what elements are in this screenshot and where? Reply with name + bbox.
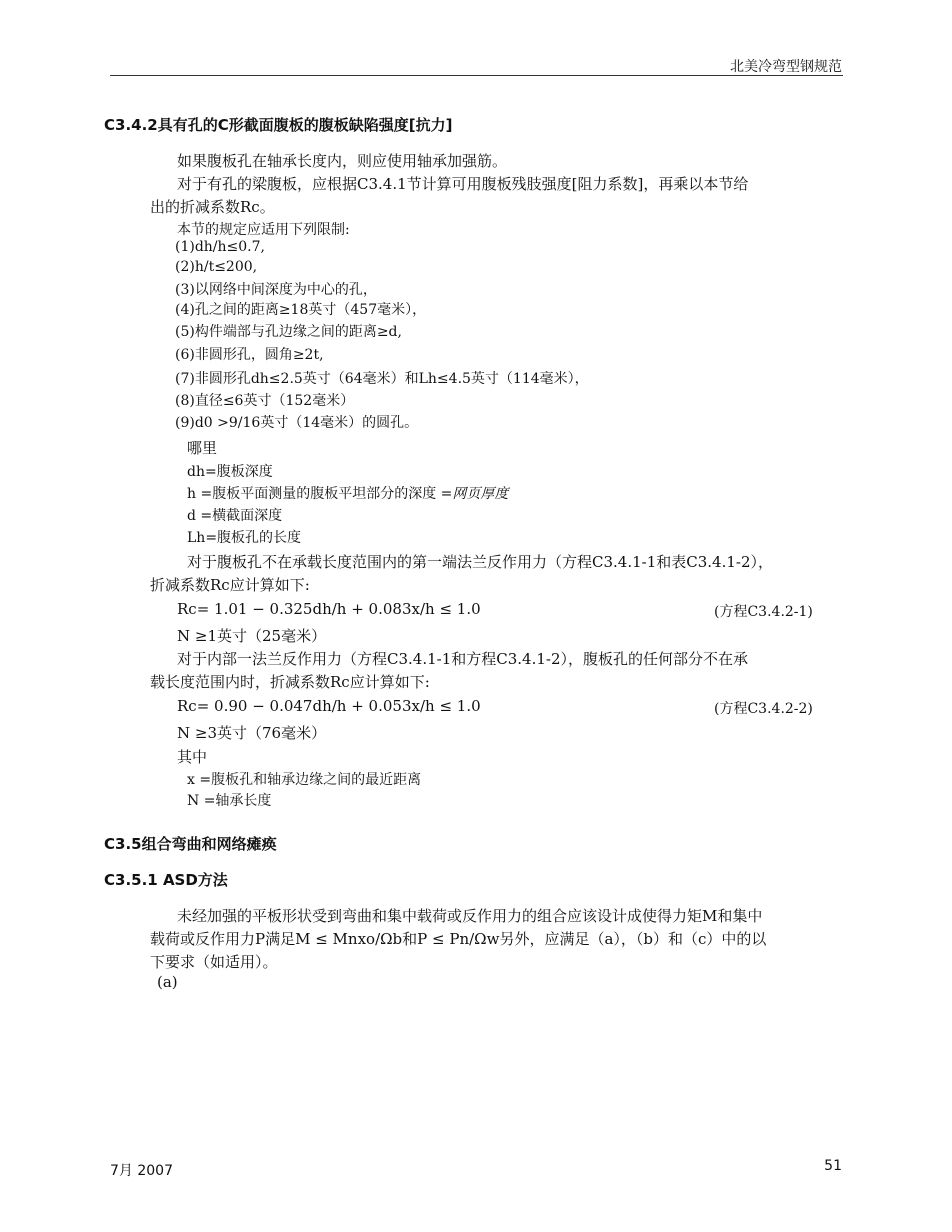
- page-number: 51: [824, 1158, 842, 1174]
- paragraph-4-line-1: 对于内部一法兰反作用力（方程C3.4.1-1和方程C3.4.1-2），腹板孔的任何部分不在承: [177, 650, 749, 668]
- limit-item: (9)d0 >9/16英寸（14毫米）的圆孔。: [175, 415, 419, 431]
- equation-2: Rc= 0.90 − 0.047dh/h + 0.053x/h ≤ 1.0: [177, 697, 481, 715]
- definition: Lh=腹板孔的长度: [187, 530, 302, 546]
- where-label-2: 其中: [177, 748, 208, 766]
- paragraph-3-line-2: 折减系数Rc应计算如下:: [150, 576, 310, 594]
- definition: N =轴承长度: [187, 793, 272, 809]
- paragraph-1: 如果腹板孔在轴承长度内，则应使用轴承加强筋。: [177, 152, 508, 170]
- definition: dh=腹板深度: [187, 464, 273, 480]
- equation-1-label: (方程C3.4.2-1): [714, 604, 813, 620]
- limits-intro: 本节的规定应适用下列限制:: [177, 222, 350, 238]
- paragraph-c351-line-1: 未经加强的平板形状受到弯曲和集中载荷或反作用力的组合应该设计成使得力矩M和集中: [177, 907, 763, 925]
- equation-2-label: (方程C3.4.2-2): [714, 701, 813, 717]
- section-heading-c342: C3.4.2具有孔的C形截面腹板的腹板缺陷强度[抗力]: [104, 116, 453, 134]
- running-header: 北美冷弯型钢规范: [730, 59, 842, 75]
- limit-item: (3)以网络中间深度为中心的孔，: [175, 282, 377, 298]
- equation-1-condition: N ≥1英寸（25毫米）: [177, 627, 327, 645]
- definition: h =腹板平面测量的腹板平坦部分的深度 =: [187, 486, 453, 502]
- item-a: (a): [157, 973, 178, 991]
- definition-italic: 网页厚度: [452, 486, 509, 502]
- equation-1: Rc= 1.01 − 0.325dh/h + 0.083x/h ≤ 1.0: [177, 600, 481, 618]
- paragraph-2-line-1: 对于有孔的梁腹板，应根据C3.4.1节计算可用腹板残肢强度[阻力系数]，再乘以本节给: [177, 175, 749, 193]
- subsection-heading-c351: C3.5.1 ASD方法: [104, 871, 228, 889]
- limit-item: (4)孔之间的距离≥18英寸（457毫米），: [175, 302, 427, 318]
- paragraph-2-line-2: 出的折减系数Rc。: [150, 198, 275, 216]
- paragraph-c351-line-2: 载荷或反作用力P满足M ≤ Mnxo/Ωb和P ≤ Pn/Ωw另外，应满足（a），（b）和（c）中的以: [150, 930, 767, 948]
- definition-h: [187, 483, 508, 503]
- paragraph-3-line-1: 对于腹板孔不在承载长度范围内的第一端法兰反作用力（方程C3.4.1-1和表C3.4.1-2），: [187, 553, 774, 571]
- header-rule: [110, 75, 843, 76]
- equation-2-condition: N ≥3英寸（76毫米）: [177, 724, 327, 742]
- paragraph-4-line-2: 载长度范围内时，折减系数Rc应计算如下:: [150, 673, 430, 691]
- definition: d =横截面深度: [187, 508, 283, 524]
- where-label: 哪里: [187, 439, 218, 457]
- limit-item: (7)非圆形孔dh≤2.5英寸（64毫米）和Lh≤4.5英寸（114毫米），: [175, 371, 589, 387]
- paragraph-c351-line-3: 下要求（如适用）。: [150, 953, 278, 971]
- limit-item: (8)直径≤6英寸（152毫米）: [175, 393, 355, 409]
- section-heading-c35: C3.5组合弯曲和网络瘫痪: [104, 835, 277, 853]
- definition: x =腹板孔和轴承边缘之间的最近距离: [187, 772, 422, 788]
- limit-item: (5)构件端部与孔边缘之间的距离≥d,: [175, 324, 402, 340]
- footer-date: 7月 2007: [110, 1163, 173, 1179]
- limit-item: (6)非圆形孔，圆角≥2t,: [175, 347, 324, 363]
- limit-item: (1)dh/h≤0.7,: [175, 239, 265, 255]
- limit-item: (2)h/t≤200,: [175, 259, 258, 275]
